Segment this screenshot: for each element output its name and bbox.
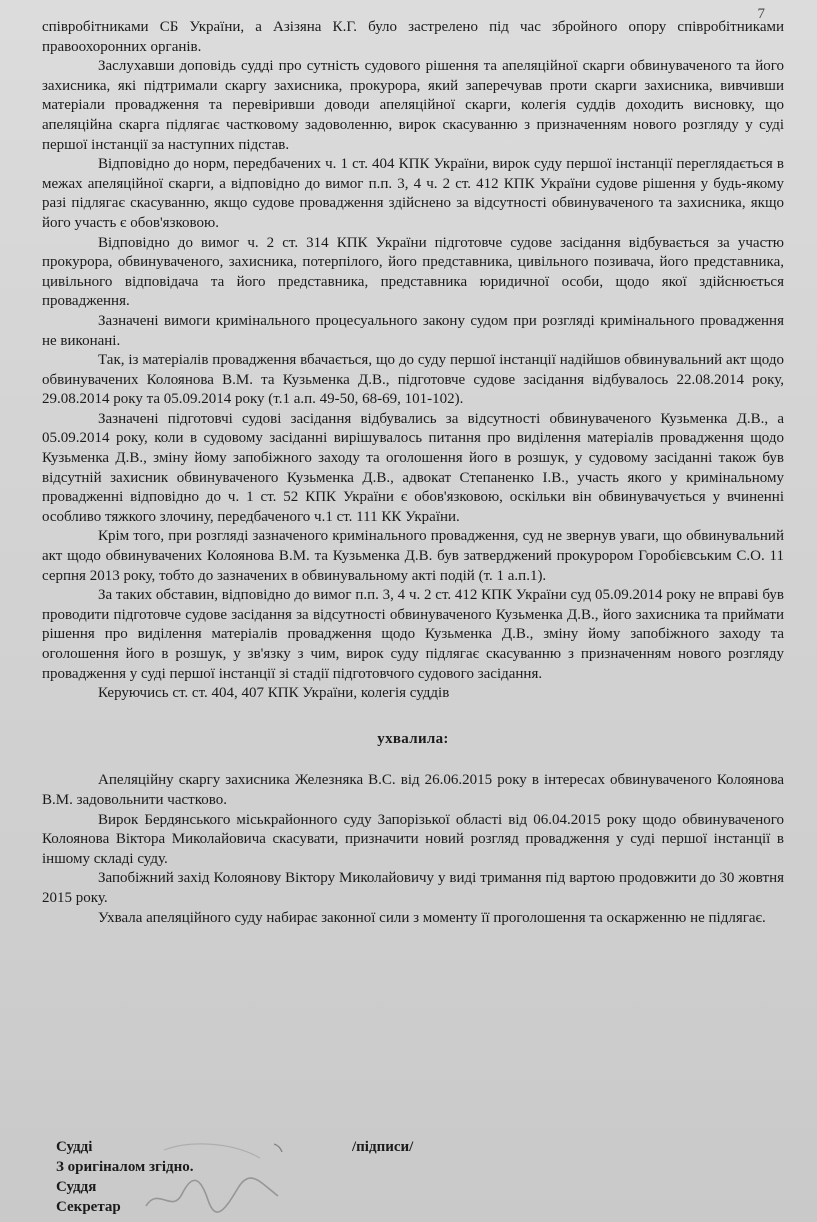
signature-secretary-label: Секретар: [56, 1199, 121, 1215]
paragraph-5: Зазначені вимоги кримінального процесуального закону судом при розгляді кримінального провадження не виконані.: [42, 312, 784, 349]
paragraph-4: Відповідно до вимог ч. 2 ст. 314 КПК України підготовче судове засідання відбувається за участю прокурора, обвинуваченого, захисника, потерпілого, його представника, цивільного позивача, його представника, цивільного відповідача та його представника, представника юридичної особи, щодо якої здійснюється провадження.: [42, 234, 784, 310]
signature-judges-label: Судді: [56, 1139, 93, 1155]
decision-item-2: Вирок Бердянського міськрайонного суду Запорізької області від 06.04.2015 року щодо обвинуваченого Колоянова Віктора Миколайовича скасувати, призначити новий розгляд провадження у суді першої інстанції в іншому складі суду.: [42, 811, 784, 867]
paragraph-6: Так, із матеріалів провадження вбачається, що до суду першої інстанції надійшов обвинувальний акт щодо обвинувачених Колоянова В.М. та Кузьменка Д.В., підготовче судове засідання відбувалось 22.08.2014 року, 29.08.2014 року та 05.09.2014 року (т.1 а.п. 49-50, 68-69, 101-102).: [42, 352, 784, 408]
paragraph-3: Відповідно до норм, передбачених ч. 1 ст. 404 КПК України, вирок суду першої інстанції переглядається в межах апеляційної скарги, а відповідно до вимог п.п. 3, 4 ч. 2 ст. 412 КПК України судове рішення у будь-якому разі підлягає скасуванню, якщо судове провадження здійснено за відсутності обвинуваченого та захисника, якщо його участь є обов'язковою.: [42, 156, 784, 231]
decision-section: [42, 771, 784, 928]
paragraph-2: Заслухавши доповідь судді про сутність судового рішення та апеляційної скарги обвинуваченого та його захисника, які підтримали скаргу захисника, прокурора, який заперечував проти скарги захисника, вивчивши матеріали провадження та перевіривши доводи апеляційної скарги, колегія суддів доходить висновку, що апеляційна скарга підлягає частковому задоволенню, вирок скасуванню з призначенням нового розгляду у суді першої інстанції за наступних підстав.: [42, 58, 784, 153]
decision-item-4: Ухвала апеляційного суду набирає законної сили з моменту її проголошення та оскарженню не підлягає.: [98, 909, 766, 926]
document-body: [42, 18, 784, 928]
decision-heading: ухвалила:: [377, 730, 449, 747]
decision-item-1: Апеляційну скаргу захисника Железняка В.С. від 26.06.2015 року в інтересах обвинуваченого Колоянова В.М. задовольнити частково.: [42, 772, 784, 808]
paragraph-1: співробітниками СБ України, а Азізяна К.Г. було застрелено під час збройного опору співробітниками правоохоронних органів.: [42, 19, 784, 55]
decision-item-3: Запобіжний захід Колоянову Віктору Миколайовичу у виді тримання під вартою продовжити до 30 жовтня 2015 року.: [42, 870, 784, 906]
paragraph-8: Крім того, при розгляді зазначеного кримінального провадження, суд не звернув уваги, що обвинувальний акт щодо обвинувачених Колоянова В.М. та Кузьменка Д.В. був затверджений прокурором Горобієвським С.О. 11 серпня 2013 року, тобто до зазначених в обвинувальному акті подій (т. 1 а.п.1).: [42, 528, 784, 584]
signature-original-note: З оригіналом згідно.: [56, 1159, 194, 1175]
signature-judge-label: Суддя: [56, 1179, 97, 1195]
signature-block: [56, 1137, 616, 1217]
paragraph-10: Керуючись ст. ст. 404, 407 КПК України, колегія суддів: [98, 685, 450, 702]
paragraph-7: Зазначені підготовчі судові засідання відбувались за відсутності обвинуваченого Кузьменка Д.В., а 05.09.2014 року, коли в судовому засіданні вирішувалось питання про виділення матеріалів провадження щодо Кузьменка Д.В., зміну йому запобіжного заходу та оголошення його в розшук, у судовому засіданні також був відсутній захисник обвинуваченого Кузьменка Д.В., адвокат Степаненко І.В., участь якого у кримінальному провадженні відповідно до ч. 1 ст. 52 КПК України є обов'язковою, оскільки він обвинувачується у вчиненні особливо тяжкого злочину, передбаченого ч.1 ст. 111 КК України.: [42, 410, 784, 525]
signature-mark: /підписи/: [352, 1139, 414, 1155]
paragraph-9: За таких обставин, відповідно до вимог п.п. 3, 4 ч. 2 ст. 412 КПК України суд 05.09.2014 року не вправі був проводити підготовче судове засідання за відсутності обвинуваченого Кузьменка Д.В., його захисника та приймати рішення про виділення матеріалів провадження щодо Кузьменка Д.В., зміну йому запобіжного заходу та оголошення його в розшук, у зв'язку з чим, вирок суду підлягає скасуванню з призначенням нового розгляду провадження у суді першої інстанції зі стадії підготовчого судового засідання.: [42, 587, 784, 682]
page-number: 7: [757, 6, 765, 22]
